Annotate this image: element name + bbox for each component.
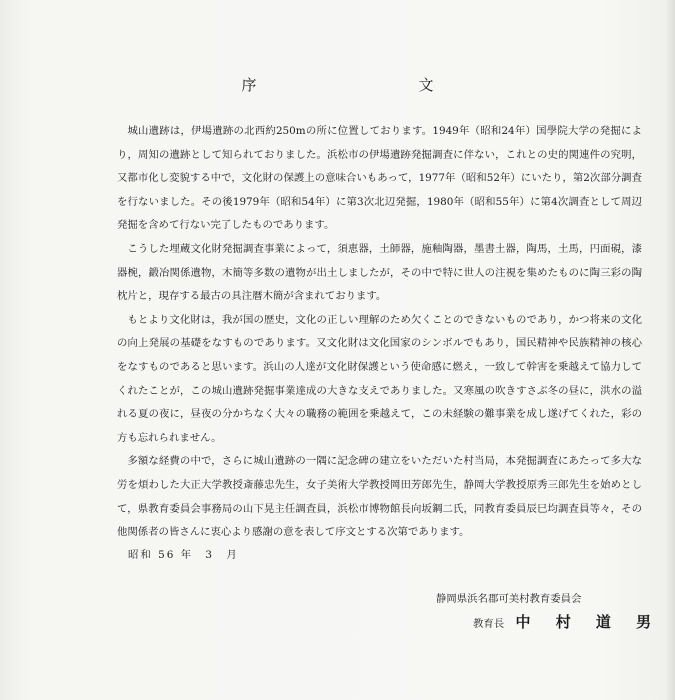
preface-body	[117, 120, 642, 545]
page-gutter-shadow	[665, 0, 675, 700]
preface-date: 昭和 56 年 3 月	[128, 549, 239, 561]
signer-role: 教育長	[473, 618, 505, 630]
paragraph: もとより文化財は，我が国の歴史，文化の正しい理解のため欠くことのできないものであり，かつ将来の文化の向上発展の基礎をなすものであります。又文化財は文化国家のシンボルでもあり，国民精神や民族精神の核心をなすものであると思います。浜山の人達が文化財保護という使命感に燃え，一致して幹害を乗越えて協力してくれたことが，この城山遺跡発掘事業達成の大きな支えでありました。又寒風の吹きすさぶ冬の昼に，洪水の溢れる夏の夜に，昼夜の分かちなく大々の職務の範囲を乗越えて，この未経験の難事業を成し遂げてくれた，彩の方も忘れられません。	[117, 313, 642, 444]
page-title: 序 文	[241, 76, 478, 94]
paragraph: こうした埋蔵文化財発掘調査事業によって，須恵器，土師器，施釉陶器，墨書土器，陶馬，土馬，円面硯，漆器椀，鍛冶関係遺物，木簡等多数の遺物が出土しましたが，その中で特に世人の注視を集めたものに陶三彩の陶枕片と，現存する最古の具注暦木簡が含まれております。	[117, 242, 642, 303]
paragraph: 多額な経費の中で，さらに城山遺跡の一隅に記念碑の建立をいただいた村当局，本発掘調査にあたって多大な労を煩わした大正大学教授斎藤忠先生，女子美術大学教授岡田芳郎先生，静岡大学教授原秀三郎先生を始めとして，県教育委員会事務局の山下晃主任調査員，浜松市博物館長向坂鋼二氏，同教育委員辰巳均調査員等々，その他関係者の皆さんに衷心より感謝の意を表して序文とする次第であります。	[117, 455, 642, 539]
signer-name: 中 村 道 男	[515, 613, 662, 631]
organization-name: 静岡県浜名郡可美村教育委員会	[436, 593, 582, 605]
signature-line	[473, 611, 661, 632]
paragraph: 城山遺跡は，伊場遺跡の北西約250mの所に位置しております。1949年（昭和24年）国學院大学の発掘により，周知の遺跡として知られておりました。浜松市の伊場遺跡発掘調査に伴ない，これとの史的関連件の究明，又都市化し変貌する中で，文化財の保護上の意味合いもあって，1977年（昭和52年）にいたり，第2次部分調査を行ないました。その後1979年（昭和54年）に第3次北辺発掘，1980年（昭和55年）に第4次調査として周辺発掘を含めて行ない完了したものであります。	[117, 125, 642, 232]
